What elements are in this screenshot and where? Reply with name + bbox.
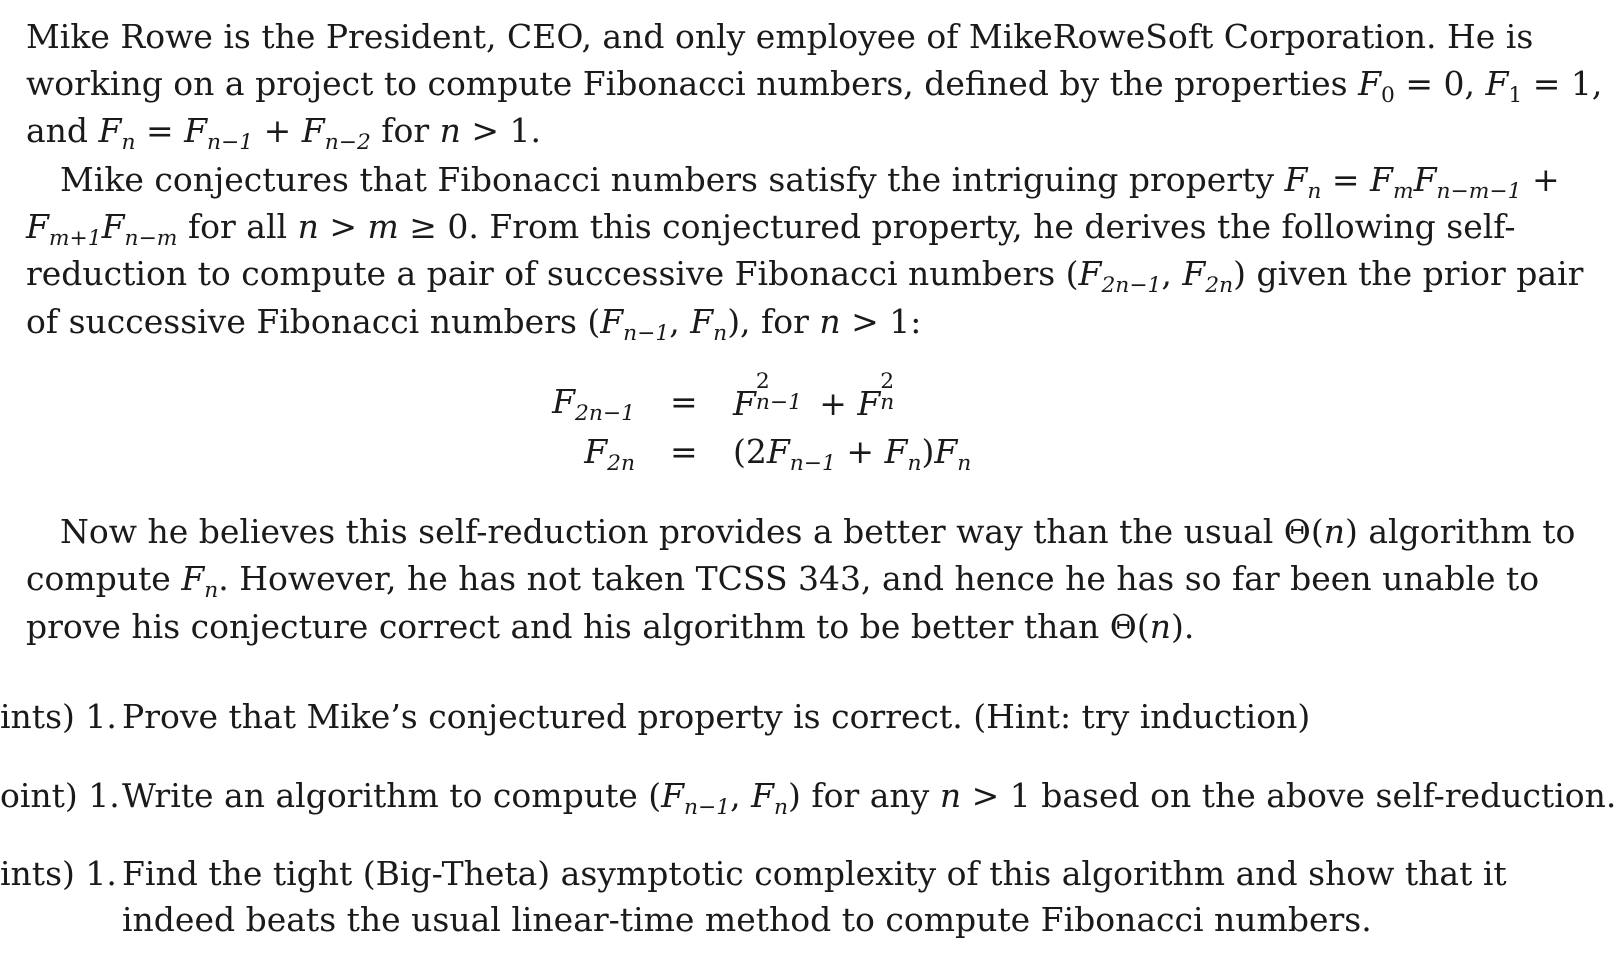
math-n: n [1149, 607, 1171, 646]
equation-2-lhs [584, 432, 635, 476]
math-f2n1: F [1078, 254, 1102, 293]
conjecture-line-3 [26, 250, 1584, 298]
belief-line-2 [26, 555, 1540, 603]
math-fn-sub: n [713, 320, 728, 346]
conjecture-text-7: ), for [727, 302, 820, 341]
equation-block [0, 368, 1590, 476]
belief-text-3: compute [26, 559, 182, 598]
math-fm: F [1370, 160, 1393, 199]
math-f1-sub: 1 [1508, 82, 1523, 108]
math-n: n [819, 302, 841, 341]
task-3-text-line-2: indeed beats the usual linear-time method to compute Fibonacci numbers. [122, 900, 1372, 939]
math-n: n [439, 111, 461, 150]
math-fn1-sub: n−1 [755, 390, 803, 416]
math-comma: , [669, 302, 691, 341]
math-fn: F [884, 432, 908, 471]
conjecture-text-3: ≥ 0. From this conjectured property, he derives the following self- [398, 207, 1516, 246]
task-item-3 [0, 851, 1590, 945]
belief-text-6: ). [1170, 607, 1195, 646]
belief-text-1: Now he believes this self-reduction provides a better way than the usual Θ( [60, 512, 1324, 551]
math-f2n1-sub: 2n−1 [1101, 272, 1162, 298]
math-fn1-sub: n−1 [207, 129, 254, 155]
math-f1-value: = 1, [1522, 64, 1603, 103]
math-fn1-supsub [755, 368, 809, 416]
equation-row-1 [0, 368, 1590, 430]
math-n: n [939, 776, 962, 815]
task-3-marker: ints) 1. [0, 854, 117, 893]
task-2-text-pre: Write an algorithm to compute ( [122, 776, 662, 815]
math-fn-sub: n [880, 390, 895, 416]
math-fn-sub: n [1307, 178, 1322, 204]
math-fn-sub: n [121, 129, 136, 155]
math-fn1-sub: n−1 [684, 794, 731, 820]
task-1-text: Prove that Mike’s conjectured property is correct. (Hint: try induction) [122, 697, 1311, 736]
intro-text-3: and [26, 111, 99, 150]
math-f0-value: = 0, [1394, 64, 1486, 103]
math-f2n: F [584, 432, 608, 471]
conjecture-line-4 [26, 298, 1501, 346]
math-fn-sub: n [774, 794, 789, 820]
math-equals: = [1321, 160, 1371, 199]
math-f2n-sub: 2n [607, 450, 635, 476]
task-2-marker: oint) 1. [0, 776, 120, 815]
math-fn1: F [184, 111, 208, 150]
math-fn2: F [301, 111, 325, 150]
conjecture-text-4: reduction to compute a pair of successive Fibonacci numbers ( [26, 254, 1079, 293]
math-fn: F [98, 111, 122, 150]
intro-text-2: working on a project to compute Fibonacci numbers, defined by the properties [26, 64, 1348, 103]
equation-1-lhs [552, 382, 635, 426]
math-fnm1: F [1413, 160, 1437, 199]
belief-line-1 [60, 508, 1576, 556]
math-fn-factor: F [934, 432, 958, 471]
equation-1-equals: = [670, 382, 698, 421]
math-n: n [297, 207, 319, 246]
math-fn: F [857, 384, 881, 423]
equation-2-rhs [733, 432, 972, 476]
belief-text-2: ) algorithm to [1344, 512, 1576, 551]
math-f1: F [1485, 64, 1509, 103]
conjecture-text-1: Mike conjectures that Fibonacci numbers satisfy the intriguing property [60, 160, 1285, 199]
equation-1-rhs [733, 368, 905, 423]
math-fn-sup: 2 [880, 368, 895, 394]
math-open-paren: (2 [733, 432, 767, 471]
math-fn: F [1284, 160, 1308, 199]
math-f2n1: F [552, 382, 576, 421]
math-fn-factor-sub: n [957, 450, 972, 476]
math-fnm: F [101, 207, 125, 246]
task-2-text-post: > 1 based on the above self-reduction. [961, 776, 1616, 815]
math-f0: F [1358, 64, 1382, 103]
task-2-text [122, 773, 1616, 819]
task-item-2 [0, 773, 1616, 820]
task-1-marker: ints) 1. [0, 697, 117, 736]
math-fm1: F [26, 207, 49, 246]
math-f2n-sub: 2n [1205, 272, 1234, 298]
math-fn-supsub [880, 368, 905, 416]
belief-line-3 [26, 603, 1501, 651]
math-f2n1-sub: 2n−1 [575, 400, 635, 426]
intro-line-1 [26, 13, 1534, 61]
math-condition: > 1: [840, 302, 922, 341]
math-fnm1-sub: n−m−1 [1436, 178, 1522, 204]
conjecture-line-1 [60, 156, 1560, 204]
task-item-1 [0, 694, 1590, 740]
math-fm-sub: m [1392, 178, 1414, 204]
math-comma: , [730, 776, 752, 815]
math-plus: + [835, 432, 885, 471]
math-fn: F [751, 776, 775, 815]
intro-text-1: Mike Rowe is the President, CEO, and only employee of MikeRoweSoft Corporation. He is [26, 17, 1534, 56]
equation-row-2 [0, 432, 1590, 480]
intro-line-3 [26, 107, 1501, 155]
intro-line-2 [26, 60, 1603, 108]
task-2-text-mid: ) for any [788, 776, 940, 815]
math-fn1: F [733, 384, 756, 423]
math-comma: , [1161, 254, 1183, 293]
math-fn2-sub: n−2 [324, 129, 371, 155]
math-condition: > 1. [460, 111, 542, 150]
conjecture-text-5: ) given the prior pair [1233, 254, 1584, 293]
conjecture-text-6: of successive Fibonacci numbers ( [26, 302, 601, 341]
math-fn1: F [766, 432, 790, 471]
math-fn1-sup: 2 [755, 368, 770, 394]
math-f0-sub: 0 [1381, 82, 1395, 108]
math-close-paren: ) [921, 432, 935, 471]
math-plus: + [1521, 160, 1560, 199]
math-f2n: F [1182, 254, 1206, 293]
math-fn1-sub: n−1 [623, 320, 670, 346]
math-fn1: F [661, 776, 685, 815]
math-fn1: F [600, 302, 624, 341]
math-fn1-sub: n−1 [789, 450, 836, 476]
intro-text-for: for [370, 111, 440, 150]
math-n: n [1323, 512, 1345, 551]
belief-text-5: prove his conjecture correct and his algorithm to be better than Θ( [26, 607, 1150, 646]
math-equals: = [135, 111, 185, 150]
math-fm1-sub: m+1 [48, 225, 102, 251]
math-fnm-sub: n−m [124, 225, 178, 251]
math-fn: F [181, 559, 205, 598]
math-fn-sub: n [204, 577, 219, 603]
math-gt: > [318, 207, 368, 246]
conjecture-line-2 [26, 203, 1516, 251]
belief-text-4: . However, he has not taken TCSS 343, and hence he has so far been unable to [218, 559, 1540, 598]
math-fn-sub: n [907, 450, 922, 476]
math-plus: + [808, 384, 858, 423]
equation-2-equals: = [670, 432, 698, 471]
math-m: m [367, 207, 399, 246]
task-3-text-line-1: Find the tight (Big-Theta) asymptotic complexity of this algorithm and show that it [122, 854, 1507, 893]
math-fn: F [690, 302, 714, 341]
conjecture-text-2: for all [177, 207, 298, 246]
math-plus: + [253, 111, 302, 150]
